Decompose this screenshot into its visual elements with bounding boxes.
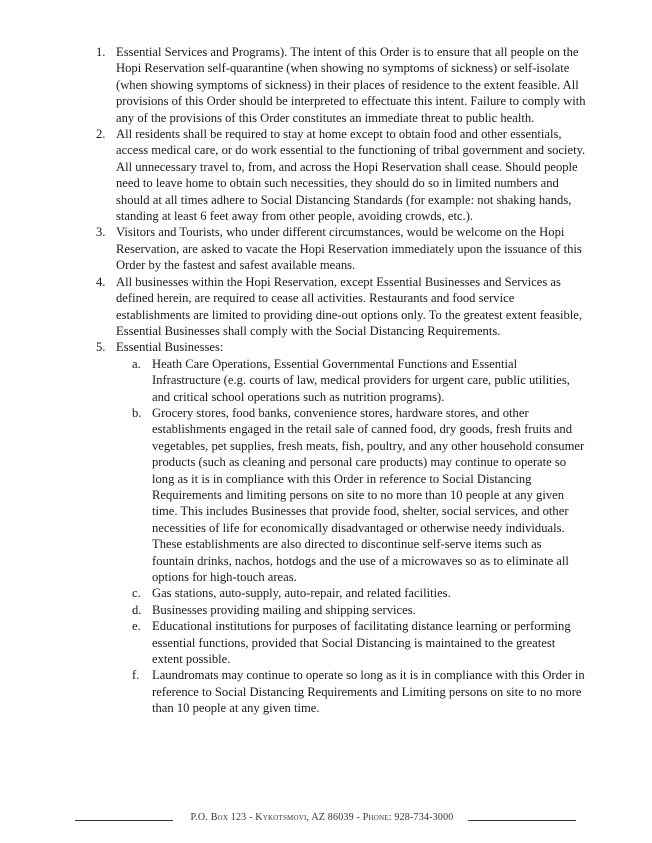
list-item xyxy=(96,126,586,224)
item-number: 1. xyxy=(96,45,106,59)
subitem-text: Heath Care Operations, Essential Governmental Functions and Essential Infrastructure (e.g. courts of law, medical providers for urgent care, public utilities, and critical school operations such as nutrition programs). xyxy=(152,356,570,404)
item-number: 2. xyxy=(96,127,106,142)
list-item xyxy=(96,224,586,273)
subitem-text: Laundromats may continue to operate so long as it is in compliance with this Order in reference to Social Distancing Requirements and Limiting persons on site to no more than 10 people at any given time. xyxy=(152,668,585,716)
item-text: Essential Services and Programs). The intent of this Order is to ensure that all people on the Hopi Reservation self-quarantine (when showing no symptoms of sickness) or self-isolate (when showing symptoms of sickness) in their places of residence to the extent feasible. All provisions of this Order should be interpreted to effectuate this intent. Failure to comply with any of the provisions of this Order constitutes an immediate threat to public health. xyxy=(116,45,586,125)
item-text: Essential Businesses: xyxy=(116,340,224,355)
list-item xyxy=(96,274,586,340)
list-item xyxy=(96,44,586,126)
sublist-item xyxy=(132,667,586,716)
subitem-letter: a. xyxy=(132,356,141,371)
subitem-text: Educational institutions for purposes of facilitating distance learning or performing essential functions, provided that Social Distancing is maintained to the greatest extent possible. xyxy=(152,619,571,667)
footer-rule-left xyxy=(75,820,173,821)
item-number: 5. xyxy=(96,340,106,355)
footer-address: P.O. Box 123 - Kykotsmovi, AZ 86039 - Phone: 928-734-3000 xyxy=(190,812,454,823)
sublist-item xyxy=(132,405,586,585)
sublist-item xyxy=(132,602,586,618)
sublist-item xyxy=(132,585,586,601)
item-text: All businesses within the Hopi Reservation, except Essential Businesses and Services as defined herein, are required to cease all activities. Restaurants and food service establishments are limited to providing dine-out options only. To the greatest extent feasible, Essential Businesses shall comply with the Social Distancing Requirements. xyxy=(116,274,583,338)
item-text: All residents shall be required to stay at home except to obtain food and other essentials, access medical care, or do work essential to the functioning of tribal government and society. All unnecessary travel to, from, and across the Hopi Reservation shall cease. Should people need to leave home to obtain such necessities, they should do so in limited numbers and should at all times adhere to Social Distancing Standards (for example: not shaking hands, standing at least 6 feet away from other people, avoiding crowds, etc.). xyxy=(116,127,586,224)
subitem-text: Businesses providing mailing and shipping services. xyxy=(152,602,416,617)
footer-rule-right xyxy=(468,820,576,821)
page-footer xyxy=(0,812,652,828)
sublist-item xyxy=(132,618,586,667)
subitem-letter: f. xyxy=(132,668,140,683)
subitem-letter: d. xyxy=(132,602,142,617)
subitem-text: Grocery stores, food banks, convenience stores, hardware stores, and other establishments engaged in the retail sale of canned food, dry goods, fresh fruits and vegetables, pet supplies, fresh meats, fish, poultry, and any other household consumer products (such as cleaning and personal care products) may continue to operate so long as it is in compliance with this Order in reference to Social Distancing Requirements and limiting persons on site to no more than 10 people at any given time. This includes Businesses that provide food, shelter, social services, and other necessities of life for economically disadvantaged or otherwise needy individuals. These establishments are also directed to discontinue self-serve items such as fountain drinks, nachos, hotdogs and the use of a microwaves so as to eliminate all options for high-touch areas. xyxy=(152,405,585,584)
order-provisions-list xyxy=(96,44,586,717)
sublist-item xyxy=(132,356,586,405)
subitem-letter: b. xyxy=(132,405,142,420)
list-item xyxy=(96,339,586,716)
subitem-letter: c. xyxy=(132,586,141,601)
item-number: 3. xyxy=(96,225,106,240)
item-number: 4. xyxy=(96,274,106,289)
essential-businesses-sublist xyxy=(132,356,586,717)
subitem-letter: e. xyxy=(132,619,141,634)
item-text: Visitors and Tourists, who under different circumstances, would be welcome on the Hopi Reservation, are asked to vacate the Hopi Reservation immediately upon the issuance of this Order by the fastest and safest available means. xyxy=(116,225,582,273)
subitem-text: Gas stations, auto-supply, auto-repair, and related facilities. xyxy=(152,586,451,601)
